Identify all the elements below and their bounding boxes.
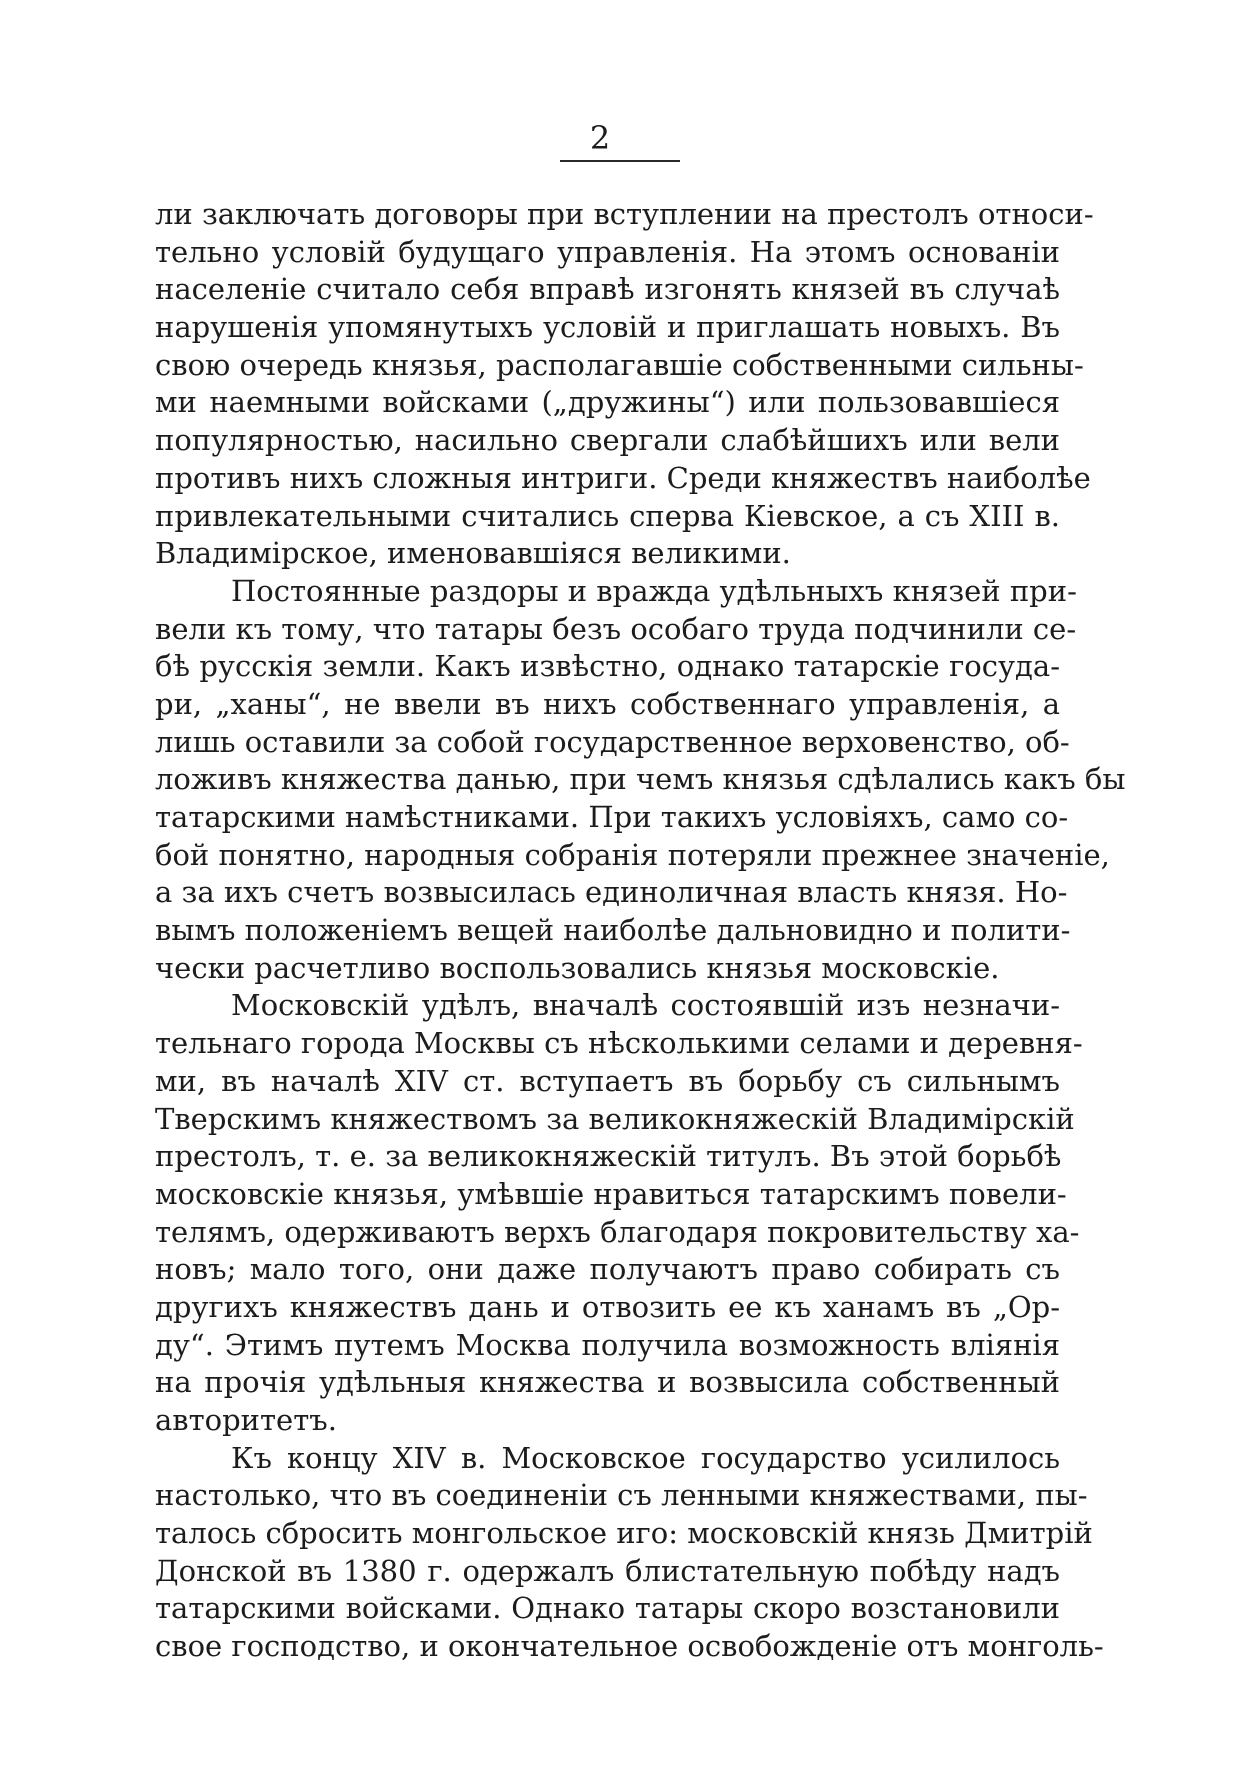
text-line: вели къ тому, что татары безъ особаго труда подчинили се-	[155, 611, 1077, 646]
text-line: ри, „ханы“, не ввели въ нихъ собственнаго управленія, а	[155, 686, 1060, 721]
text-line: авторитетъ.	[155, 1403, 337, 1437]
text-line: татарскими намѣстниками. При такихъ условіяхъ, само со-	[155, 800, 1069, 834]
text-line: настолько, что въ соединеніи съ ленными княжествами, пы-	[155, 1478, 1088, 1513]
text-line: лишь оставили за собой государственное верховенство, об-	[155, 724, 1070, 759]
text-line: населеніе считало себя вправѣ изгонять князей въ случаѣ	[155, 272, 1060, 307]
text-line: свою очередь князья, располагавшіе собственными сильны-	[155, 347, 1084, 382]
page-number-rule	[560, 160, 680, 162]
text-line: Владимірское, именовавшіяся великими.	[155, 536, 791, 571]
text-line: ложивъ княжества данью, при чемъ князья сдѣлались какъ бы	[155, 762, 1126, 797]
text-line: татарскими войсками. Однако татары скоро возстановили	[155, 1591, 1060, 1626]
text-line: телямъ, одерживаютъ верхъ благодаря покровительству ха-	[155, 1214, 1080, 1249]
text-line: Постоянные раздоры и вражда удѣльныхъ князей при-	[231, 573, 1077, 608]
text-line: ми, въ началѣ XIV ст. вступаетъ въ борьбу съ сильнымъ	[155, 1063, 1060, 1098]
text-line: другихъ княжествъ дань и отвозить ее къ ханамъ въ „Ор-	[155, 1289, 1060, 1324]
text-line: привлекательными считались сперва Кіевское, а съ XIII в.	[155, 498, 1060, 533]
text-line: вымъ положеніемъ вещей наиболѣе дальновидно и полити-	[155, 913, 1071, 948]
text-line: тельно условій будущаго управленія. На этомъ основаніи	[155, 234, 1060, 269]
text-line: Московскій удѣлъ, вначалѣ состоявшій изъ незначи-	[231, 988, 1060, 1023]
text-line: тельнаго города Москвы съ нѣсколькими селами и деревня-	[155, 1026, 1083, 1061]
text-line: Къ концу XIV в. Московское государство усилилось	[231, 1440, 1060, 1475]
paragraph	[155, 573, 1126, 988]
text-line: ми наемными войсками („дружины“) или пользовавшіеся	[155, 385, 1060, 420]
text-line: нарушенія упомянутыхъ условій и приглашать новыхъ. Въ	[155, 310, 1060, 345]
text-line: бой понятно, народныя собранія потеряли прежнее значеніе,	[155, 837, 1110, 872]
text-line: московскіе князья, умѣвшіе нравиться татарскимъ повели-	[155, 1176, 1067, 1211]
text-line: новъ; мало того, они даже получаютъ право собирать съ	[155, 1252, 1060, 1287]
text-line: чески расчетливо воспользовались князья московскіе.	[155, 950, 1000, 985]
text-line: бѣ русскія земли. Какъ извѣстно, однако татарскіе госуда-	[155, 649, 1060, 684]
text-line: популярностью, насильно свергали слабѣйшихъ или вели	[155, 423, 1060, 458]
text-line: на прочія удѣльныя княжества и возвысила собственный	[155, 1365, 1060, 1400]
paragraph	[155, 196, 1094, 573]
paragraph	[155, 1440, 1104, 1666]
text-line: ли заключать договоры при вступлении на престолъ относи-	[155, 197, 1094, 231]
text-line: свое господство, и окончательное освобожденіе отъ монголь-	[155, 1629, 1104, 1664]
text-line: Донской въ 1380 г. одержалъ блистательную побѣду надъ	[155, 1553, 1060, 1588]
text-line: ду“. Этимъ путемъ Москва получила возможность вліянія	[155, 1327, 1060, 1362]
text-line: престолъ, т. е. за великокняжескій титулъ. Въ этой борьбѣ	[155, 1139, 1062, 1174]
text-line: а за ихъ счетъ возвысилась единоличная власть князя. Но-	[155, 875, 1068, 910]
body-text	[155, 196, 1126, 1666]
text-line: противъ нихъ сложныя интриги. Среди княжествъ наиболѣе	[155, 460, 1091, 495]
paragraph	[155, 987, 1083, 1439]
page-number: 2	[589, 119, 611, 157]
text-line: Тверскимъ княжествомъ за великокняжескій Владимірскій	[155, 1101, 1075, 1136]
text-line: талось сбросить монгольское иго: московскій князь Дмитрій	[155, 1516, 1093, 1551]
